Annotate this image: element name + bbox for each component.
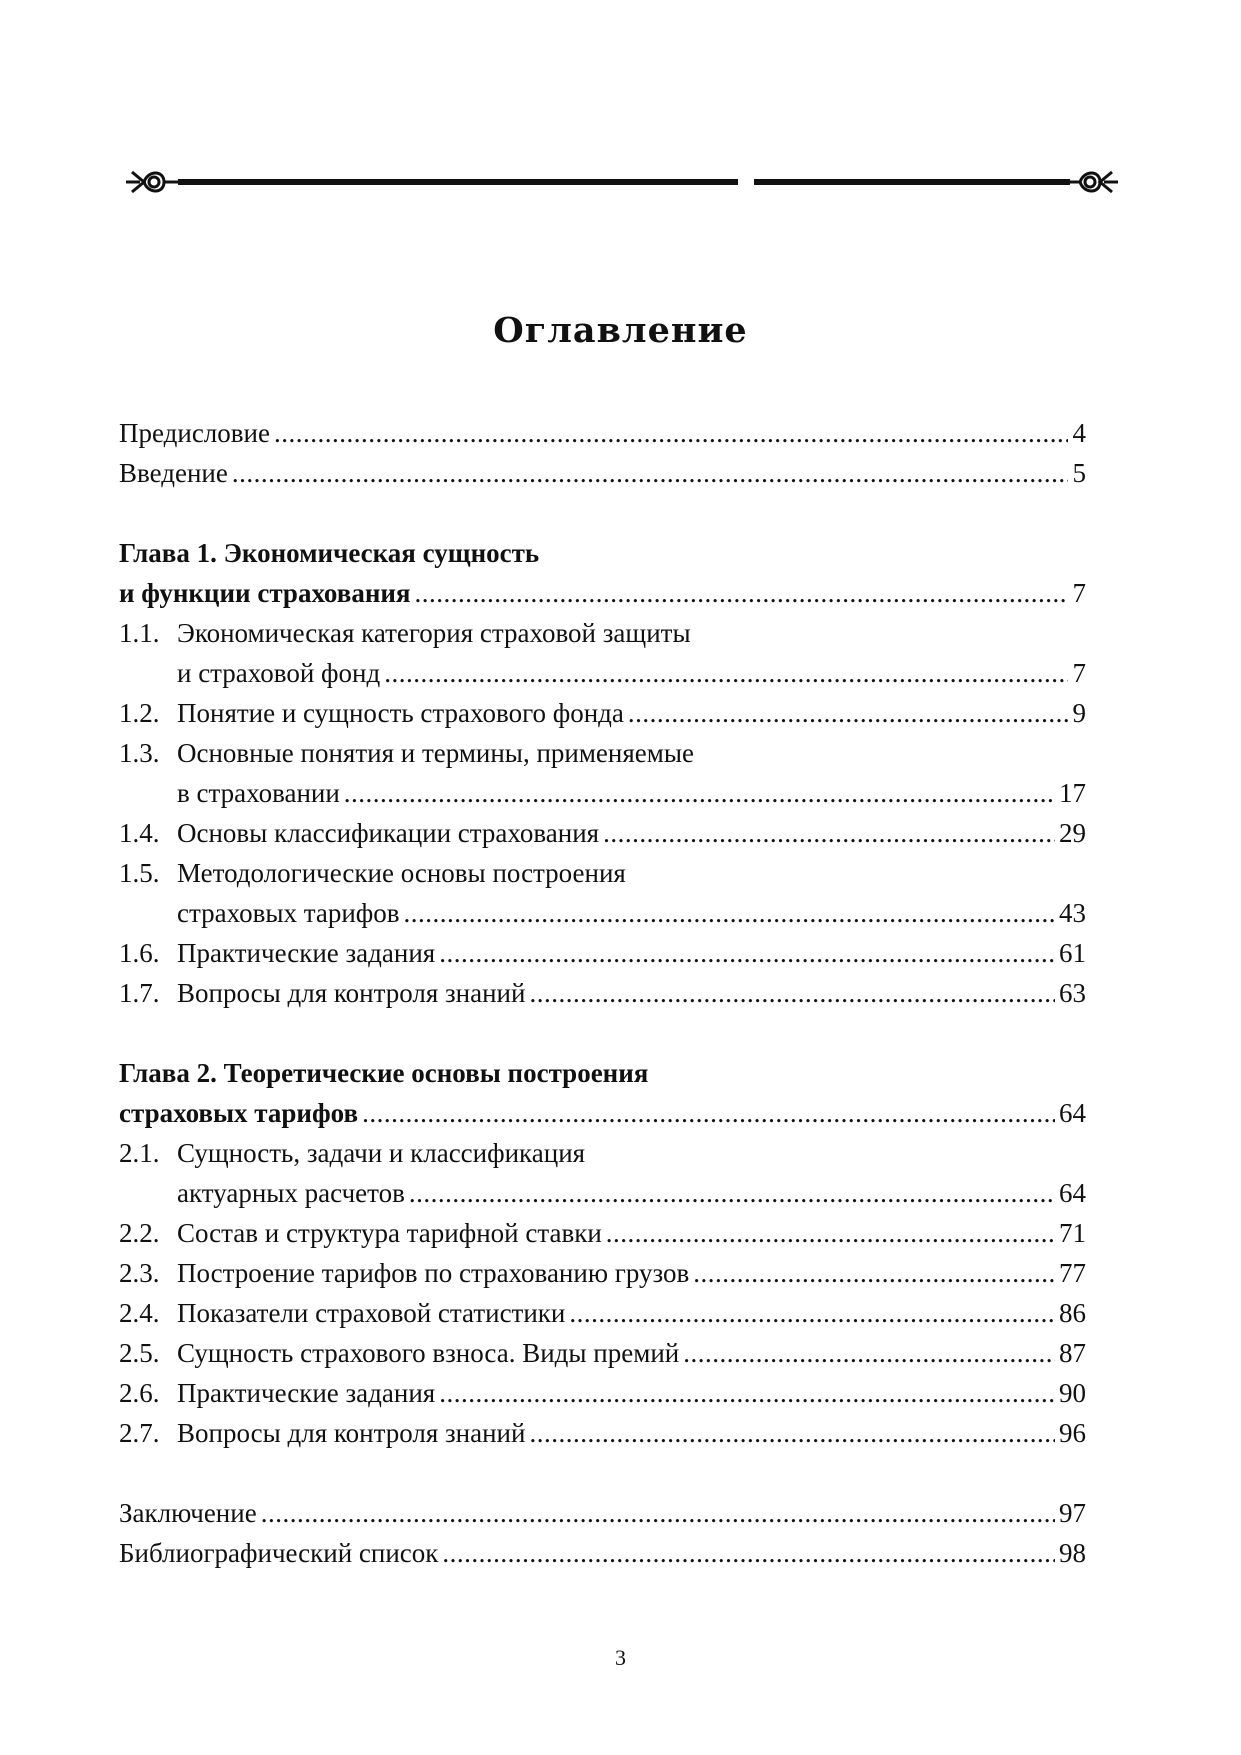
table-of-contents [119,0,1086,1755]
toc-page-number: 77 [1059,1258,1086,1288]
section-number: 1.4. [119,818,160,848]
leader-dots [261,1493,1055,1533]
toc-entry[interactable] [119,413,1086,453]
section-number: 2.5. [119,1338,160,1368]
section-number: 2.4. [119,1298,160,1328]
toc-entry-title: Заключение [119,1498,257,1528]
section-title: Практические задания [177,1378,436,1408]
toc-page-number: 87 [1059,1338,1086,1368]
chapter-title-line: и функции страхования [119,578,411,608]
toc-page-number: 43 [1059,898,1086,928]
leader-dots [384,653,1068,693]
toc-entry[interactable] [119,1493,1086,1533]
page-title: Оглавление [493,310,748,351]
leader-dots [683,1333,1055,1373]
leader-dots [603,813,1055,853]
leader-dots [274,413,1068,453]
section-number: 1.1. [119,618,160,648]
toc-page-number: 71 [1059,1218,1086,1248]
chapter-heading[interactable] [119,1093,1086,1133]
leader-dots [404,893,1055,933]
section-number: 1.3. [119,738,160,768]
section-title: и страховой фонд [177,658,381,688]
section-title: страховых тарифов [177,898,400,928]
section-number: 1.5. [119,858,160,888]
toc-page-number: 7 [1072,658,1086,688]
toc-section[interactable] [119,933,1086,973]
section-number: 1.7. [119,978,160,1008]
toc-section[interactable] [119,813,1086,853]
toc-section[interactable] [119,1293,1086,1333]
chapter-title-line: страховых тарифов [119,1098,359,1128]
section-title: Показатели страховой статистики [177,1298,566,1328]
toc-page-number: 61 [1059,938,1086,968]
toc-section[interactable] [119,973,1086,1013]
chapter-heading[interactable] [119,1053,1086,1093]
toc-section[interactable] [119,1213,1086,1253]
section-number: 2.1. [119,1138,160,1168]
toc-page-number: 64 [1059,1178,1086,1208]
section-title: актуарных расчетов [177,1178,405,1208]
leader-dots [409,1173,1055,1213]
toc-entry-title: Введение [119,458,228,488]
toc-section[interactable] [119,1333,1086,1373]
section-title: Экономическая категория страховой защиты [177,618,691,648]
toc-page-number: 5 [1072,458,1086,488]
leader-dots [693,1253,1055,1293]
toc-page-number: 90 [1059,1378,1086,1408]
section-title: Основные понятия и термины, применяемые [177,738,694,768]
leader-dots [569,1293,1055,1333]
leader-dots [344,773,1055,813]
section-title: Понятие и сущность страхового фонда [177,698,624,728]
toc-page-number: 7 [1072,578,1086,608]
toc-section[interactable] [119,773,1086,813]
leader-dots [439,933,1055,973]
section-title: Методологические основы построения [177,858,626,888]
toc-page-number: 64 [1059,1098,1086,1128]
section-title: Состав и структура тарифной ставки [177,1218,602,1248]
section-number: 2.6. [119,1378,160,1408]
leader-dots [232,453,1068,493]
leader-dots [529,973,1055,1013]
section-number: 1.6. [119,938,160,968]
section-title: Практические задания [177,938,436,968]
toc-section[interactable] [119,1173,1086,1213]
section-title: Вопросы для контроля знаний [177,1418,526,1448]
leader-dots [415,573,1068,613]
section-title: Основы классификации страхования [177,818,600,848]
section-title: Сущность страхового взноса. Виды премий [177,1338,680,1368]
toc-page-number: 63 [1059,978,1086,1008]
toc-section[interactable] [119,613,1086,653]
toc-page-number: 29 [1059,818,1086,848]
leader-dots [362,1093,1055,1133]
section-number: 2.7. [119,1418,160,1448]
leader-dots [606,1213,1055,1253]
toc-entry[interactable] [119,1533,1086,1573]
leader-dots [628,693,1068,733]
toc-section[interactable] [119,1133,1086,1173]
toc-page-number: 96 [1059,1418,1086,1448]
toc-page-number: 86 [1059,1298,1086,1328]
chapter-title-line: Глава 2. Теоретические основы построения [119,1058,649,1088]
section-number: 2.2. [119,1218,160,1248]
leader-dots [442,1533,1055,1573]
toc-entry-title: Предисловие [119,418,270,448]
toc-entry-title: Библиографический список [119,1538,439,1568]
section-title: Вопросы для контроля знаний [177,978,526,1008]
toc-page-number: 98 [1059,1538,1086,1568]
chapter-heading[interactable] [119,533,1086,573]
toc-page-number: 4 [1072,418,1086,448]
toc-section[interactable] [119,733,1086,773]
toc-page-number: 17 [1059,778,1086,808]
toc-section[interactable] [119,693,1086,733]
toc-section[interactable] [119,1253,1086,1293]
toc-entry[interactable] [119,453,1086,493]
page-number: 3 [615,1645,626,1670]
section-number: 1.2. [119,698,160,728]
toc-page-number: 9 [1072,698,1086,728]
chapter-heading[interactable] [119,573,1086,613]
toc-section[interactable] [119,1373,1086,1413]
toc-page-number: 97 [1059,1498,1086,1528]
leader-dots [439,1373,1055,1413]
toc-section[interactable] [119,893,1086,933]
leader-dots [529,1413,1055,1453]
section-title: Построение тарифов по страхованию грузов [177,1258,690,1288]
toc-section[interactable] [119,1413,1086,1453]
section-title: Сущность, задачи и классификация [177,1138,586,1168]
toc-section[interactable] [119,653,1086,693]
chapter-title-line: Глава 1. Экономическая сущность [119,538,540,568]
section-number: 2.3. [119,1258,160,1288]
section-title: в страховании [177,778,340,808]
toc-section[interactable] [119,853,1086,893]
